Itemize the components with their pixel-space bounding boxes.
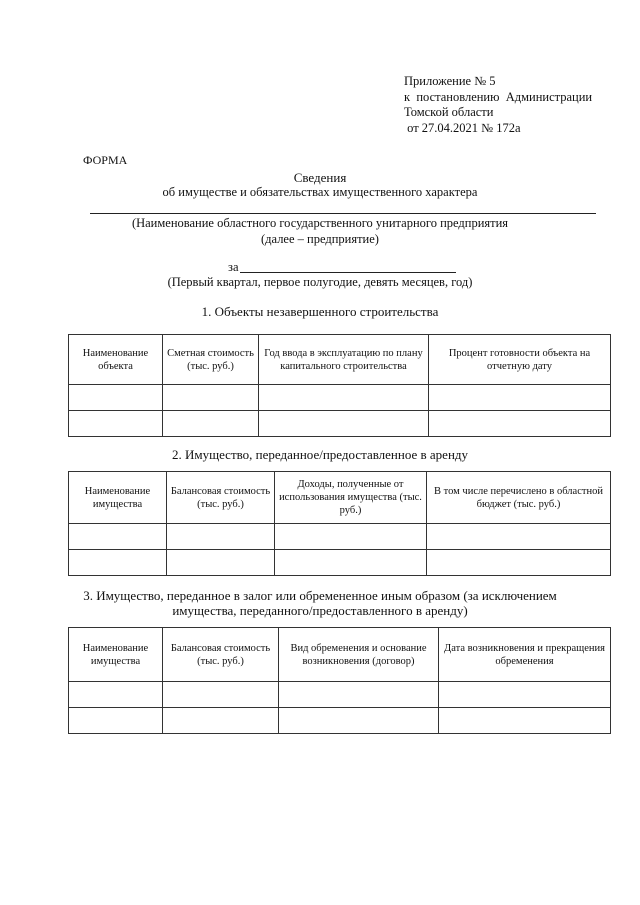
section2-table	[68, 471, 611, 576]
section1-table	[68, 334, 611, 437]
table-cell[interactable]	[259, 385, 429, 411]
table-header: Год ввода в эксплуатацию по плану капитального строительства	[259, 335, 429, 385]
table-header: Наименование объекта	[69, 335, 163, 385]
table-header: Балансовая стоимость (тыс. руб.)	[163, 628, 279, 682]
table-header: Сметная стоимость (тыс. руб.)	[163, 335, 259, 385]
table-header: В том числе перечислено в областной бюджет (тыс. руб.)	[427, 472, 611, 524]
document-subtitle: об имуществе и обязательствах имущественного характера	[162, 185, 478, 199]
section3-title: 3. Имущество, переданное в залог или обремененное иным образом (за исключением	[83, 588, 557, 603]
forma-label: ФОРМА	[83, 153, 128, 167]
table-cell[interactable]	[429, 411, 611, 437]
table-cell[interactable]	[429, 385, 611, 411]
table-cell[interactable]	[275, 524, 427, 550]
table-header: Дата возникновения и прекращения обременения	[439, 628, 611, 682]
table-row	[69, 682, 611, 708]
enterprise-caption: (Наименование областного государственного унитарного предприятия	[131, 216, 509, 230]
document-title: Сведения	[293, 170, 347, 185]
table-header: Вид обременения и основание возникновения (договор)	[279, 628, 439, 682]
appendix-line: Томской области	[404, 105, 494, 119]
table-header: Наименование имущества	[69, 628, 163, 682]
enterprise-caption-2: (далее – предприятие)	[261, 232, 379, 246]
table-cell[interactable]	[167, 524, 275, 550]
appendix-block	[404, 74, 592, 136]
table-cell[interactable]	[69, 682, 163, 708]
table-header: Балансовая стоимость (тыс. руб.)	[167, 472, 275, 524]
table-cell[interactable]	[69, 385, 163, 411]
table-header: Наименование имущества	[69, 472, 167, 524]
period-caption: (Первый квартал, первое полугодие, девять месяцев, год)	[167, 275, 473, 289]
section2-title: 2. Имущество, переданное/предоставленное в аренду	[171, 447, 469, 462]
table-cell[interactable]	[427, 524, 611, 550]
table-cell[interactable]	[163, 411, 259, 437]
section3-table	[68, 627, 611, 734]
table-cell[interactable]	[439, 682, 611, 708]
table-cell[interactable]	[279, 682, 439, 708]
table-cell[interactable]	[163, 385, 259, 411]
appendix-line: к постановлению Администрации	[404, 89, 593, 104]
appendix-line: от 27.04.2021 № 172а	[404, 120, 521, 135]
section1-title: 1. Объекты незавершенного строительства	[201, 304, 439, 319]
table-cell[interactable]	[279, 708, 439, 734]
table-cell[interactable]	[69, 708, 163, 734]
table-header: Доходы, полученные от использования имущества (тыс. руб.)	[275, 472, 427, 524]
enterprise-name-line[interactable]	[90, 213, 596, 214]
table-cell[interactable]	[427, 550, 611, 576]
appendix-line: Приложение № 5	[404, 74, 496, 88]
period-label: за	[228, 260, 239, 274]
period-line[interactable]	[240, 272, 456, 273]
table-row	[69, 385, 611, 411]
table-header: Процент готовности объекта на отчетную дату	[429, 335, 611, 385]
table-cell[interactable]	[259, 411, 429, 437]
table-cell[interactable]	[275, 550, 427, 576]
table-cell[interactable]	[163, 708, 279, 734]
table-cell[interactable]	[439, 708, 611, 734]
table-cell[interactable]	[163, 682, 279, 708]
section3-title-line2: имущества, переданного/предоставленного в аренду)	[172, 603, 468, 618]
table-cell[interactable]	[69, 524, 167, 550]
table-cell[interactable]	[167, 550, 275, 576]
table-row	[69, 411, 611, 437]
table-row	[69, 550, 611, 576]
table-cell[interactable]	[69, 411, 163, 437]
table-row	[69, 524, 611, 550]
table-row	[69, 708, 611, 734]
table-cell[interactable]	[69, 550, 167, 576]
